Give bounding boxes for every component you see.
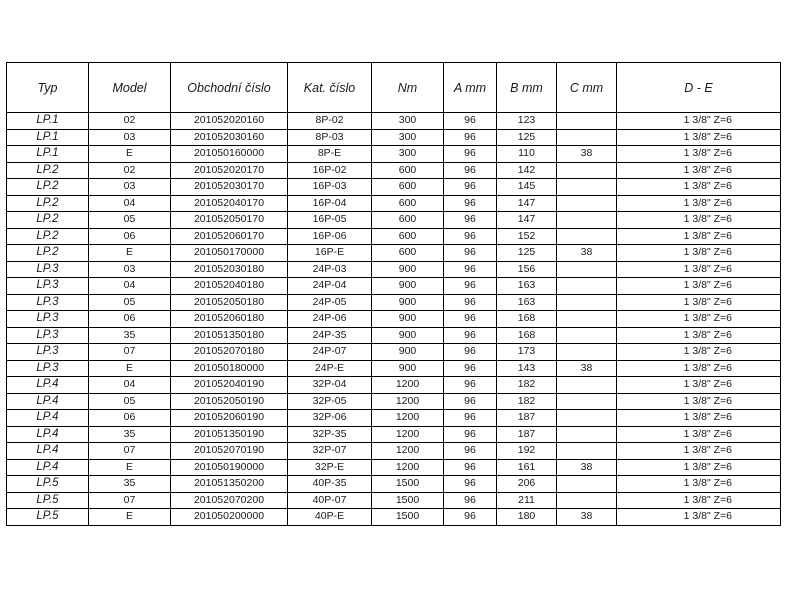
cell-kat-cislo: 32P-35	[288, 426, 372, 443]
cell-c-mm	[557, 195, 617, 212]
table-row	[7, 179, 781, 196]
cell-b-mm: 143	[497, 360, 557, 377]
cell-b-mm: 168	[497, 311, 557, 328]
table-row	[7, 113, 781, 130]
cell-model: 35	[89, 327, 171, 344]
column-header-b-mm: B mm	[497, 63, 557, 113]
cell-model: 04	[89, 377, 171, 394]
cell-typ: LP.5	[7, 476, 89, 493]
cell-obchodni-cislo: 201052040190	[171, 377, 288, 394]
cell-kat-cislo: 8P-02	[288, 113, 372, 130]
cell-obchodni-cislo: 201050190000	[171, 459, 288, 476]
cell-model: 05	[89, 393, 171, 410]
cell-c-mm	[557, 261, 617, 278]
cell-obchodni-cislo: 201052030160	[171, 129, 288, 146]
table-row	[7, 228, 781, 245]
cell-model: 04	[89, 195, 171, 212]
cell-obchodni-cislo: 201052060170	[171, 228, 288, 245]
cell-typ: LP.3	[7, 327, 89, 344]
cell-kat-cislo: 8P-E	[288, 146, 372, 163]
table-row	[7, 344, 781, 361]
cell-c-mm	[557, 344, 617, 361]
cell-typ: LP.4	[7, 426, 89, 443]
cell-d-e: 1 3/8" Z=6	[617, 212, 781, 229]
cell-d-e: 1 3/8" Z=6	[617, 492, 781, 509]
cell-obchodni-cislo: 201052060180	[171, 311, 288, 328]
cell-typ: LP.1	[7, 146, 89, 163]
cell-b-mm: 168	[497, 327, 557, 344]
cell-typ: LP.4	[7, 393, 89, 410]
cell-obchodni-cislo: 201050160000	[171, 146, 288, 163]
cell-nm: 1500	[372, 476, 444, 493]
cell-d-e: 1 3/8" Z=6	[617, 426, 781, 443]
cell-kat-cislo: 40P-E	[288, 509, 372, 526]
cell-model: 03	[89, 261, 171, 278]
cell-nm: 1200	[372, 426, 444, 443]
cell-d-e: 1 3/8" Z=6	[617, 344, 781, 361]
cell-obchodni-cislo: 201052050180	[171, 294, 288, 311]
cell-d-e: 1 3/8" Z=6	[617, 195, 781, 212]
cell-obchodni-cislo: 201050200000	[171, 509, 288, 526]
cell-model: 35	[89, 476, 171, 493]
cell-obchodni-cislo: 201051350190	[171, 426, 288, 443]
cell-nm: 1500	[372, 509, 444, 526]
cell-nm: 900	[372, 261, 444, 278]
cell-obchodni-cislo: 201052040170	[171, 195, 288, 212]
cell-typ: LP.3	[7, 344, 89, 361]
cell-c-mm	[557, 228, 617, 245]
table-row	[7, 311, 781, 328]
cell-b-mm: 161	[497, 459, 557, 476]
cell-obchodni-cislo: 201050180000	[171, 360, 288, 377]
cell-model: 02	[89, 113, 171, 130]
cell-model: 06	[89, 311, 171, 328]
cell-kat-cislo: 32P-E	[288, 459, 372, 476]
cell-b-mm: 187	[497, 410, 557, 427]
cell-c-mm: 38	[557, 146, 617, 163]
cell-b-mm: 123	[497, 113, 557, 130]
cell-obchodni-cislo: 201052050170	[171, 212, 288, 229]
cell-obchodni-cislo: 201052070190	[171, 443, 288, 460]
cell-kat-cislo: 16P-06	[288, 228, 372, 245]
cell-nm: 300	[372, 146, 444, 163]
column-header-typ: Typ	[7, 63, 89, 113]
cell-a-mm: 96	[444, 311, 497, 328]
cell-a-mm: 96	[444, 377, 497, 394]
cell-model: 07	[89, 443, 171, 460]
cell-c-mm	[557, 179, 617, 196]
cell-b-mm: 163	[497, 294, 557, 311]
cell-obchodni-cislo: 201052070180	[171, 344, 288, 361]
cell-kat-cislo: 24P-07	[288, 344, 372, 361]
cell-obchodni-cislo: 201052040180	[171, 278, 288, 295]
cell-kat-cislo: 16P-05	[288, 212, 372, 229]
cell-nm: 900	[372, 278, 444, 295]
column-header-kat-cislo: Kat. číslo	[288, 63, 372, 113]
cell-typ: LP.5	[7, 509, 89, 526]
cell-obchodni-cislo: 201052020160	[171, 113, 288, 130]
cell-c-mm	[557, 410, 617, 427]
cell-typ: LP.3	[7, 360, 89, 377]
cell-c-mm: 38	[557, 509, 617, 526]
cell-kat-cislo: 32P-07	[288, 443, 372, 460]
cell-d-e: 1 3/8" Z=6	[617, 146, 781, 163]
table-row	[7, 443, 781, 460]
cell-kat-cislo: 16P-02	[288, 162, 372, 179]
table-row	[7, 129, 781, 146]
cell-a-mm: 96	[444, 509, 497, 526]
cell-obchodni-cislo: 201052020170	[171, 162, 288, 179]
cell-b-mm: 187	[497, 426, 557, 443]
cell-a-mm: 96	[444, 113, 497, 130]
cell-nm: 600	[372, 162, 444, 179]
table-row	[7, 212, 781, 229]
cell-d-e: 1 3/8" Z=6	[617, 509, 781, 526]
cell-nm: 600	[372, 195, 444, 212]
cell-b-mm: 125	[497, 245, 557, 262]
table-row	[7, 509, 781, 526]
cell-obchodni-cislo: 201051350200	[171, 476, 288, 493]
cell-a-mm: 96	[444, 393, 497, 410]
cell-c-mm: 38	[557, 459, 617, 476]
table-row	[7, 278, 781, 295]
cell-d-e: 1 3/8" Z=6	[617, 129, 781, 146]
cell-kat-cislo: 16P-03	[288, 179, 372, 196]
cell-typ: LP.3	[7, 278, 89, 295]
cell-nm: 600	[372, 228, 444, 245]
cell-model: 06	[89, 228, 171, 245]
cell-d-e: 1 3/8" Z=6	[617, 311, 781, 328]
cell-kat-cislo: 40P-35	[288, 476, 372, 493]
cell-typ: LP.5	[7, 492, 89, 509]
cell-nm: 300	[372, 113, 444, 130]
cell-d-e: 1 3/8" Z=6	[617, 261, 781, 278]
cell-d-e: 1 3/8" Z=6	[617, 245, 781, 262]
cell-b-mm: 147	[497, 212, 557, 229]
table-row	[7, 426, 781, 443]
cell-c-mm	[557, 476, 617, 493]
cell-b-mm: 110	[497, 146, 557, 163]
cell-d-e: 1 3/8" Z=6	[617, 476, 781, 493]
cell-kat-cislo: 16P-E	[288, 245, 372, 262]
cell-model: 04	[89, 278, 171, 295]
cell-typ: LP.2	[7, 195, 89, 212]
cell-kat-cislo: 8P-03	[288, 129, 372, 146]
cell-b-mm: 142	[497, 162, 557, 179]
table-row	[7, 327, 781, 344]
cell-d-e: 1 3/8" Z=6	[617, 278, 781, 295]
cell-d-e: 1 3/8" Z=6	[617, 360, 781, 377]
cell-c-mm	[557, 492, 617, 509]
cell-obchodni-cislo: 201052030170	[171, 179, 288, 196]
cell-nm: 900	[372, 344, 444, 361]
cell-typ: LP.2	[7, 245, 89, 262]
table-row	[7, 476, 781, 493]
cell-c-mm	[557, 129, 617, 146]
table-row	[7, 294, 781, 311]
cell-model: 35	[89, 426, 171, 443]
cell-c-mm	[557, 327, 617, 344]
cell-a-mm: 96	[444, 426, 497, 443]
cell-kat-cislo: 24P-E	[288, 360, 372, 377]
cell-a-mm: 96	[444, 129, 497, 146]
cell-b-mm: 173	[497, 344, 557, 361]
cell-a-mm: 96	[444, 261, 497, 278]
cell-c-mm	[557, 443, 617, 460]
cell-kat-cislo: 24P-04	[288, 278, 372, 295]
cell-nm: 900	[372, 294, 444, 311]
cell-nm: 900	[372, 360, 444, 377]
cell-b-mm: 145	[497, 179, 557, 196]
cell-a-mm: 96	[444, 360, 497, 377]
cell-model: 07	[89, 344, 171, 361]
cell-b-mm: 147	[497, 195, 557, 212]
cell-a-mm: 96	[444, 278, 497, 295]
table-row	[7, 459, 781, 476]
table-row	[7, 245, 781, 262]
table-row	[7, 377, 781, 394]
cell-a-mm: 96	[444, 492, 497, 509]
cell-kat-cislo: 24P-06	[288, 311, 372, 328]
cell-nm: 1200	[372, 393, 444, 410]
cell-d-e: 1 3/8" Z=6	[617, 327, 781, 344]
cell-nm: 600	[372, 179, 444, 196]
table-row	[7, 410, 781, 427]
cell-kat-cislo: 24P-35	[288, 327, 372, 344]
cell-b-mm: 182	[497, 377, 557, 394]
cell-kat-cislo: 32P-06	[288, 410, 372, 427]
cell-kat-cislo: 40P-07	[288, 492, 372, 509]
cell-a-mm: 96	[444, 476, 497, 493]
cell-typ: LP.2	[7, 179, 89, 196]
cell-b-mm: 152	[497, 228, 557, 245]
cell-model: 07	[89, 492, 171, 509]
table-row	[7, 146, 781, 163]
cell-model: E	[89, 459, 171, 476]
cell-d-e: 1 3/8" Z=6	[617, 443, 781, 460]
cell-obchodni-cislo: 201051350180	[171, 327, 288, 344]
cell-model: 06	[89, 410, 171, 427]
cell-model: 03	[89, 129, 171, 146]
cell-c-mm	[557, 113, 617, 130]
cell-typ: LP.2	[7, 212, 89, 229]
cell-a-mm: 96	[444, 228, 497, 245]
cell-a-mm: 96	[444, 245, 497, 262]
cell-nm: 1200	[372, 377, 444, 394]
cell-model: E	[89, 146, 171, 163]
cell-c-mm: 38	[557, 245, 617, 262]
column-header-d-e: D - E	[617, 63, 781, 113]
cell-c-mm	[557, 162, 617, 179]
cell-obchodni-cislo: 201050170000	[171, 245, 288, 262]
column-header-c-mm: C mm	[557, 63, 617, 113]
table-row	[7, 393, 781, 410]
cell-a-mm: 96	[444, 179, 497, 196]
cell-typ: LP.3	[7, 311, 89, 328]
cell-typ: LP.4	[7, 443, 89, 460]
column-header-model: Model	[89, 63, 171, 113]
cell-a-mm: 96	[444, 410, 497, 427]
cell-a-mm: 96	[444, 344, 497, 361]
cell-nm: 1200	[372, 443, 444, 460]
cell-b-mm: 156	[497, 261, 557, 278]
cell-d-e: 1 3/8" Z=6	[617, 113, 781, 130]
cell-a-mm: 96	[444, 146, 497, 163]
cell-typ: LP.1	[7, 129, 89, 146]
header-row	[7, 63, 781, 113]
cell-obchodni-cislo: 201052050190	[171, 393, 288, 410]
cell-c-mm	[557, 426, 617, 443]
cell-nm: 900	[372, 311, 444, 328]
cell-typ: LP.4	[7, 410, 89, 427]
cell-nm: 1200	[372, 410, 444, 427]
cell-a-mm: 96	[444, 459, 497, 476]
cell-d-e: 1 3/8" Z=6	[617, 294, 781, 311]
cell-model: E	[89, 360, 171, 377]
cell-kat-cislo: 32P-04	[288, 377, 372, 394]
cell-c-mm	[557, 294, 617, 311]
column-header-a-mm: A mm	[444, 63, 497, 113]
cell-obchodni-cislo: 201052030180	[171, 261, 288, 278]
cell-a-mm: 96	[444, 195, 497, 212]
cell-a-mm: 96	[444, 327, 497, 344]
cell-nm: 600	[372, 212, 444, 229]
cell-b-mm: 182	[497, 393, 557, 410]
table-row	[7, 195, 781, 212]
cell-d-e: 1 3/8" Z=6	[617, 162, 781, 179]
cell-kat-cislo: 32P-05	[288, 393, 372, 410]
column-header-nm: Nm	[372, 63, 444, 113]
cell-c-mm	[557, 393, 617, 410]
cell-kat-cislo: 24P-05	[288, 294, 372, 311]
cell-typ: LP.3	[7, 294, 89, 311]
cell-a-mm: 96	[444, 294, 497, 311]
spec-table	[6, 62, 781, 526]
cell-typ: LP.2	[7, 228, 89, 245]
cell-nm: 600	[372, 245, 444, 262]
table-row	[7, 360, 781, 377]
cell-typ: LP.3	[7, 261, 89, 278]
table-row	[7, 261, 781, 278]
cell-d-e: 1 3/8" Z=6	[617, 377, 781, 394]
cell-obchodni-cislo: 201052060190	[171, 410, 288, 427]
cell-c-mm	[557, 311, 617, 328]
cell-a-mm: 96	[444, 443, 497, 460]
table-body	[7, 113, 781, 526]
cell-model: 05	[89, 294, 171, 311]
cell-typ: LP.1	[7, 113, 89, 130]
cell-kat-cislo: 24P-03	[288, 261, 372, 278]
cell-d-e: 1 3/8" Z=6	[617, 393, 781, 410]
cell-model: E	[89, 509, 171, 526]
cell-model: 03	[89, 179, 171, 196]
cell-model: 02	[89, 162, 171, 179]
cell-kat-cislo: 16P-04	[288, 195, 372, 212]
cell-b-mm: 125	[497, 129, 557, 146]
cell-nm: 900	[372, 327, 444, 344]
cell-typ: LP.4	[7, 459, 89, 476]
cell-model: 05	[89, 212, 171, 229]
cell-c-mm: 38	[557, 360, 617, 377]
cell-d-e: 1 3/8" Z=6	[617, 410, 781, 427]
cell-nm: 1200	[372, 459, 444, 476]
cell-b-mm: 192	[497, 443, 557, 460]
cell-d-e: 1 3/8" Z=6	[617, 228, 781, 245]
cell-c-mm	[557, 278, 617, 295]
table-row	[7, 492, 781, 509]
cell-a-mm: 96	[444, 212, 497, 229]
cell-b-mm: 211	[497, 492, 557, 509]
cell-model: E	[89, 245, 171, 262]
cell-b-mm: 180	[497, 509, 557, 526]
table-row	[7, 162, 781, 179]
cell-a-mm: 96	[444, 162, 497, 179]
column-header-obchodni-cislo: Obchodní číslo	[171, 63, 288, 113]
cell-typ: LP.4	[7, 377, 89, 394]
cell-b-mm: 206	[497, 476, 557, 493]
cell-d-e: 1 3/8" Z=6	[617, 459, 781, 476]
cell-obchodni-cislo: 201052070200	[171, 492, 288, 509]
cell-typ: LP.2	[7, 162, 89, 179]
cell-c-mm	[557, 212, 617, 229]
cell-c-mm	[557, 377, 617, 394]
cell-b-mm: 163	[497, 278, 557, 295]
cell-nm: 300	[372, 129, 444, 146]
cell-d-e: 1 3/8" Z=6	[617, 179, 781, 196]
cell-nm: 1500	[372, 492, 444, 509]
